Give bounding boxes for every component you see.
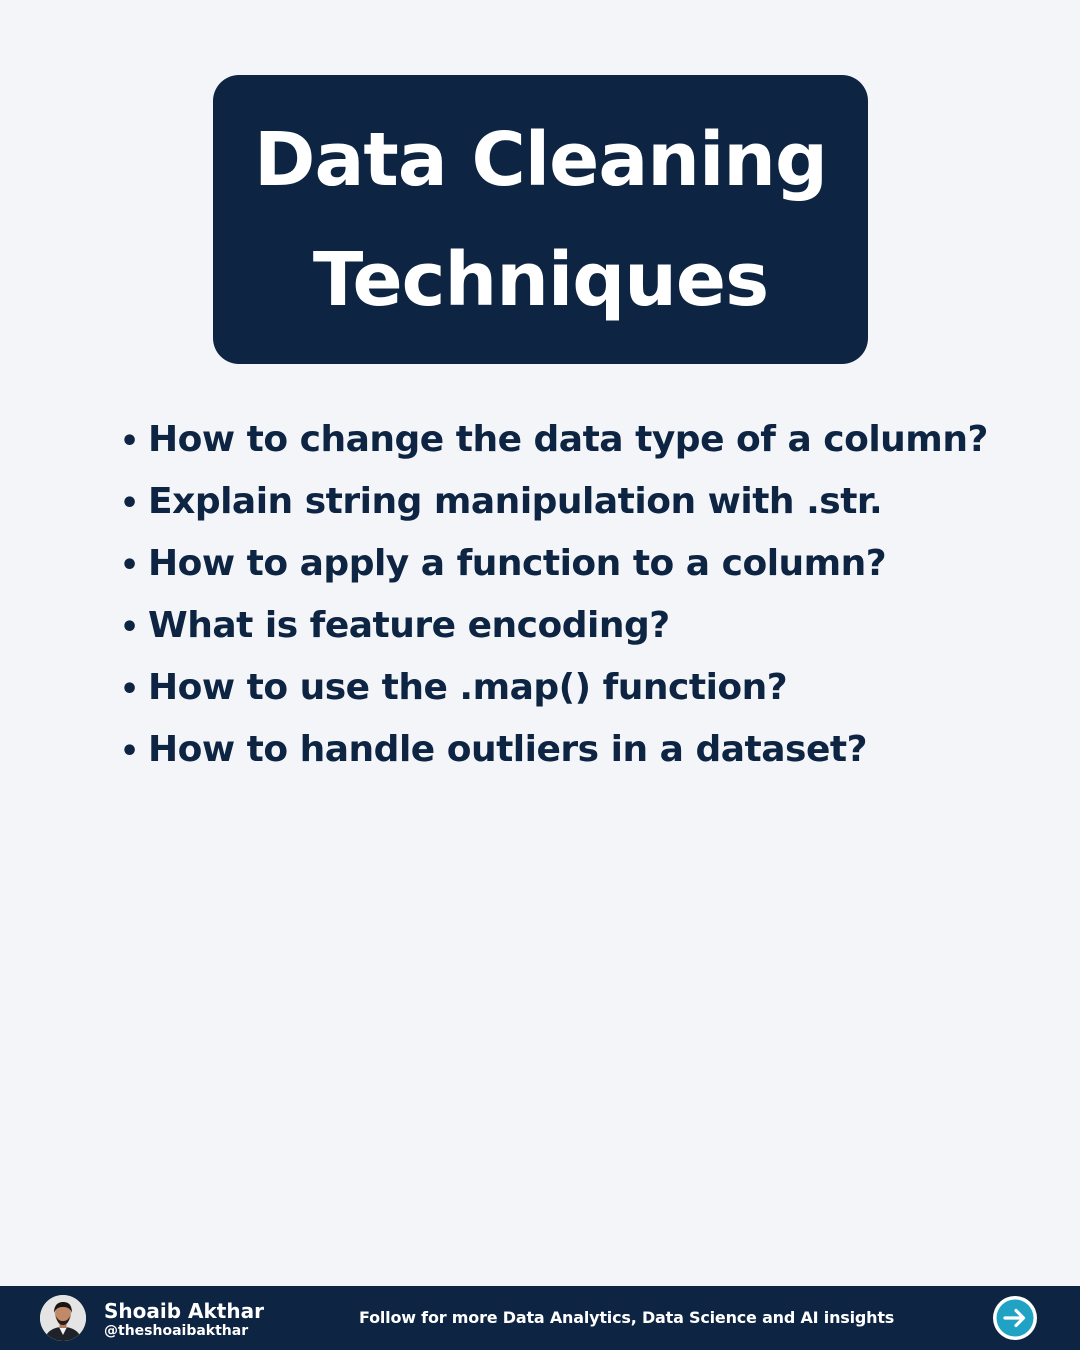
- question-text: Explain string manipulation with .str.: [148, 481, 883, 522]
- question-list: [120, 409, 988, 781]
- question-item: [120, 657, 988, 719]
- question-text: What is feature encoding?: [148, 605, 670, 646]
- bullet-icon: •: [120, 610, 139, 645]
- bullet-icon: •: [120, 672, 139, 707]
- question-item: [120, 533, 988, 595]
- arrow-right-circle-icon: [992, 1295, 1038, 1341]
- follow-message: Follow for more Data Analytics, Data Science and AI insights: [359, 1308, 895, 1327]
- bullet-icon: •: [120, 486, 139, 521]
- next-button[interactable]: [992, 1295, 1038, 1341]
- question-text: How to apply a function to a column?: [148, 543, 887, 584]
- footer-bar: [0, 1286, 1080, 1350]
- title-line-2: Techniques: [312, 236, 769, 323]
- question-text: How to change the data type of a column?: [148, 419, 988, 460]
- question-text: How to handle outliers in a dataset?: [148, 729, 867, 770]
- bullet-icon: •: [120, 424, 139, 459]
- bullet-icon: •: [120, 734, 139, 769]
- author-name: Shoaib Akthar: [104, 1299, 264, 1323]
- question-text: How to use the .map() function?: [148, 667, 788, 708]
- avatar[interactable]: [40, 1295, 86, 1341]
- author-handle: @theshoaibakthar: [104, 1323, 249, 1339]
- question-item: [120, 409, 988, 471]
- title-card: [213, 75, 868, 364]
- question-item: [120, 595, 988, 657]
- avatar-portrait-icon: [40, 1295, 86, 1341]
- question-item: [120, 471, 988, 533]
- bullet-icon: •: [120, 548, 139, 583]
- question-item: [120, 719, 988, 781]
- title-line-1: Data Cleaning: [254, 116, 827, 203]
